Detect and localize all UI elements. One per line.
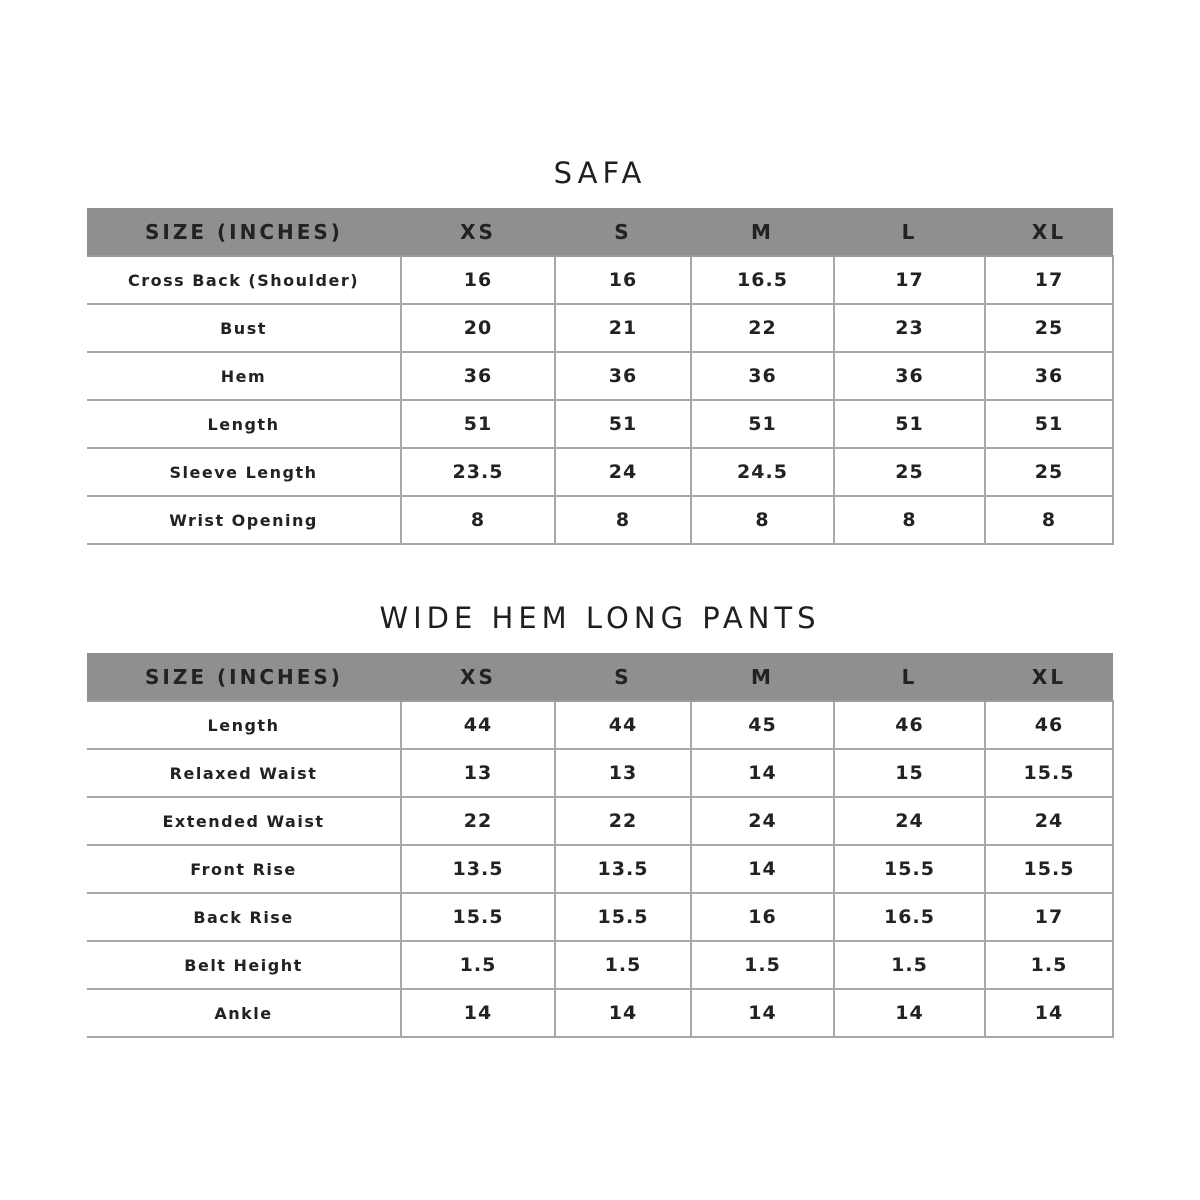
measurement-value: 15.5 [985,845,1113,893]
measurement-value: 36 [555,352,691,400]
table-row [87,701,1113,749]
size-column-header: SIZE (INCHES) [87,208,401,256]
size-header-l: L [834,653,985,701]
measurement-label: Wrist Opening [87,496,401,544]
size-header-l: L [834,208,985,256]
measurement-value: 22 [401,797,555,845]
measurement-value: 16.5 [834,893,985,941]
measurement-value: 17 [834,256,985,304]
measurement-value: 8 [834,496,985,544]
measurement-value: 51 [555,400,691,448]
measurement-value: 16 [555,256,691,304]
size-header-xs: XS [401,208,555,256]
measurement-value: 15 [834,749,985,797]
measurement-value: 36 [691,352,834,400]
measurement-value: 16 [401,256,555,304]
table-row [87,448,1113,496]
safa-size-table [87,208,1114,545]
measurement-value: 44 [401,701,555,749]
table-row [87,989,1113,1037]
measurement-value: 25 [985,304,1113,352]
size-header-s: S [555,653,691,701]
measurement-value: 16.5 [691,256,834,304]
measurement-value: 1.5 [985,941,1113,989]
measurement-label: Front Rise [87,845,401,893]
measurement-value: 17 [985,893,1113,941]
measurement-value: 24 [555,448,691,496]
table-row [87,256,1113,304]
measurement-value: 13.5 [401,845,555,893]
measurement-value: 23 [834,304,985,352]
measurement-value: 15.5 [985,749,1113,797]
measurement-value: 36 [985,352,1113,400]
table-row [87,845,1113,893]
measurement-label: Back Rise [87,893,401,941]
measurement-value: 8 [401,496,555,544]
measurement-value: 15.5 [555,893,691,941]
measurement-value: 1.5 [555,941,691,989]
measurement-value: 14 [985,989,1113,1037]
measurement-label: Belt Height [87,941,401,989]
measurement-label: Bust [87,304,401,352]
measurement-value: 15.5 [401,893,555,941]
measurement-value: 46 [985,701,1113,749]
measurement-value: 14 [834,989,985,1037]
safa-title: SAFA [553,156,647,190]
size-header-m: M [691,653,834,701]
measurement-value: 13 [401,749,555,797]
measurement-value: 1.5 [834,941,985,989]
table-row [87,941,1113,989]
measurement-value: 14 [691,845,834,893]
measurement-value: 46 [834,701,985,749]
measurement-value: 22 [555,797,691,845]
measurement-value: 36 [834,352,985,400]
measurement-value: 14 [401,989,555,1037]
measurement-label: Sleeve Length [87,448,401,496]
measurement-value: 22 [691,304,834,352]
table-row [87,893,1113,941]
table-row [87,749,1113,797]
measurement-value: 14 [555,989,691,1037]
measurement-value: 24 [985,797,1113,845]
size-header-xl: XL [985,208,1113,256]
measurement-value: 45 [691,701,834,749]
measurement-value: 44 [555,701,691,749]
size-header-m: M [691,208,834,256]
measurement-value: 8 [691,496,834,544]
measurement-value: 24.5 [691,448,834,496]
wide-hem-long-pants-title: WIDE HEM LONG PANTS [379,601,821,635]
measurement-value: 1.5 [691,941,834,989]
measurement-value: 51 [691,400,834,448]
measurement-value: 24 [834,797,985,845]
table-row [87,352,1113,400]
measurement-value: 14 [691,749,834,797]
table-row [87,304,1113,352]
measurement-value: 51 [985,400,1113,448]
measurement-value: 20 [401,304,555,352]
table-row [87,496,1113,544]
table-row [87,400,1113,448]
measurement-label: Relaxed Waist [87,749,401,797]
measurement-value: 21 [555,304,691,352]
measurement-value: 51 [834,400,985,448]
measurement-label: Hem [87,352,401,400]
measurement-value: 25 [985,448,1113,496]
table-row [87,797,1113,845]
measurement-label: Length [87,400,401,448]
measurement-value: 23.5 [401,448,555,496]
measurement-value: 8 [555,496,691,544]
measurement-label: Length [87,701,401,749]
measurement-value: 15.5 [834,845,985,893]
measurement-value: 17 [985,256,1113,304]
size-header-xl: XL [985,653,1113,701]
measurement-value: 51 [401,400,555,448]
measurement-value: 14 [691,989,834,1037]
measurement-value: 36 [401,352,555,400]
size-column-header: SIZE (INCHES) [87,653,401,701]
measurement-label: Cross Back (Shoulder) [87,256,401,304]
size-header-s: S [555,208,691,256]
measurement-value: 25 [834,448,985,496]
measurement-value: 1.5 [401,941,555,989]
measurement-value: 13.5 [555,845,691,893]
table-header-row [87,208,1113,256]
measurement-value: 8 [985,496,1113,544]
measurement-value: 24 [691,797,834,845]
size-header-xs: XS [401,653,555,701]
measurement-label: Extended Waist [87,797,401,845]
measurement-value: 13 [555,749,691,797]
measurement-label: Ankle [87,989,401,1037]
table-header-row [87,653,1113,701]
measurement-value: 16 [691,893,834,941]
wide-hem-long-pants-size-table [87,653,1114,1038]
